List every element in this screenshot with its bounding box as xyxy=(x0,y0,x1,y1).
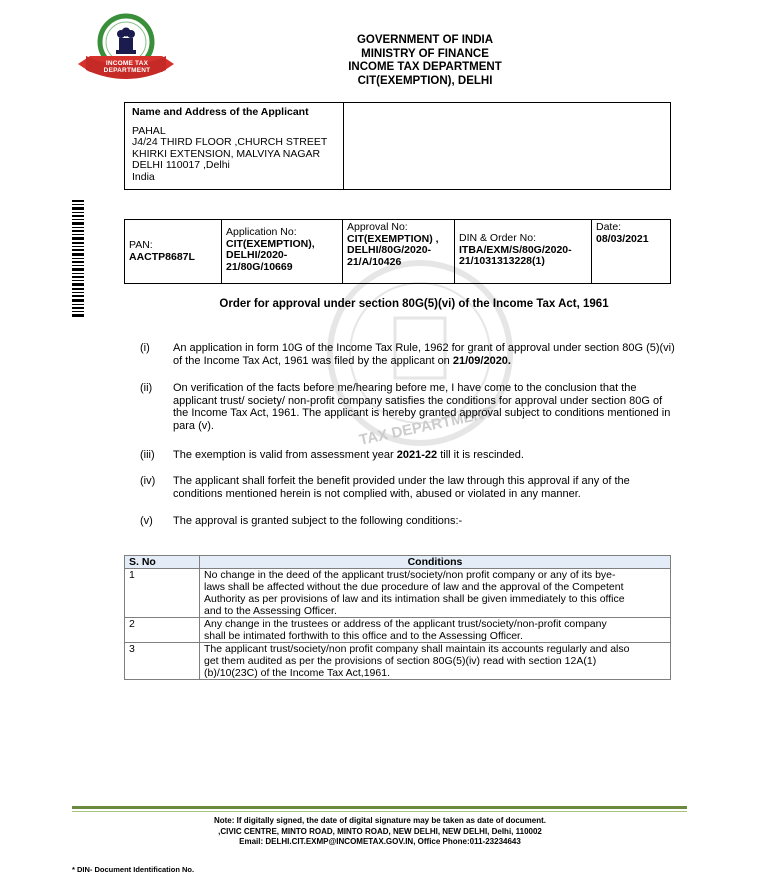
application-value: CIT(EXEMPTION), DELHI/2020-21/80G/10669 xyxy=(226,237,315,273)
paragraph-5-text: The approval is granted subject to the following conditions:- xyxy=(173,515,463,527)
watermark-text: TAX DEPARTMENT xyxy=(357,404,495,449)
condition-sno: 1 xyxy=(125,569,200,618)
header-ministry: MINISTRY OF FINANCE xyxy=(361,47,489,60)
column-header-sno: S. No xyxy=(125,556,200,569)
din-footnote: * DIN- Document Identification No. xyxy=(72,865,195,874)
table-row xyxy=(125,569,671,618)
paragraph-4 xyxy=(140,475,680,500)
header-government: GOVERNMENT OF INDIA xyxy=(356,34,494,46)
date-value: 08/03/2021 xyxy=(596,232,649,245)
applicant-address-1: J4/24 THIRD FLOOR ,CHURCH STREET xyxy=(132,136,328,148)
paragraph-3-text: The exemption is valid from assessment year xyxy=(173,449,397,461)
condition-text: No change in the deed of the applicant trust/society/non profit company or any of its bye-laws shall be affected without the due procedure of law and the approval of the Competent Authority as per provisions of law and its intimation shall be given immediately to this office and to the Assessing Officer. xyxy=(200,569,671,618)
paragraph-3-year: 2021-22 xyxy=(396,449,438,461)
footer-contact: Email: DELHI.CIT.EXMP@INCOMETAX.GOV.IN, Office Phone:011-23234643 xyxy=(239,837,521,846)
condition-text: The applicant trust/society/non profit company shall maintain its accounts regularly and also get them audited as per the provisions of section 80G(5)(iv) read with section 12A(1)(b)/10(23C) of the Income Tax Act,1961. xyxy=(200,643,671,680)
applicant-address-2: KHIRKI EXTENSION, MALVIYA NAGAR xyxy=(132,147,321,160)
paragraph-2-text: On verification of the facts before me/hearing before me, I have come to the conclusion that the applicant trust/ society/ non-profit company satisfies the conditions for approval under section 80G of the Income Tax Act, 1961. The applicant is hereby granted approval subject to conditions mentioned in para (v). xyxy=(173,382,671,432)
date-cell xyxy=(592,220,671,284)
footer-note: Note: If digitally signed, the date of digital signature may be taken as date of document. xyxy=(213,816,547,825)
paragraph-5 xyxy=(140,515,680,528)
paragraph-2 xyxy=(140,382,680,432)
footer xyxy=(120,816,640,848)
table-row xyxy=(125,618,671,643)
applicant-title: Name and Address of the Applicant xyxy=(132,106,309,118)
paragraph-4-number: (iv) xyxy=(140,475,156,487)
paragraph-1-number: (i) xyxy=(140,342,150,354)
applicant-details xyxy=(125,103,344,189)
approval-value: CIT(EXEMPTION) , DELHI/80G/2020-21/A/10426 xyxy=(347,232,439,268)
paragraph-1 xyxy=(140,342,680,367)
condition-text: Any change in the trustees or address of the applicant trust/society/non-profit company shall be intimated forthwith to this office and to the Assessing Officer. xyxy=(200,618,671,643)
approval-cell xyxy=(343,220,455,284)
logo-ribbon-text: INCOME TAX DEPARTMENT xyxy=(103,60,151,74)
paragraph-5-number: (v) xyxy=(140,515,153,527)
paragraph-3-number: (iii) xyxy=(140,449,155,461)
header-office: CIT(EXEMPTION), DELHI xyxy=(357,74,493,87)
application-cell xyxy=(222,220,343,284)
table-row xyxy=(125,643,671,680)
footer-divider-thin xyxy=(72,811,687,812)
din-cell xyxy=(455,220,592,284)
pan-cell xyxy=(125,220,222,284)
conditions-table xyxy=(124,555,671,680)
column-header-conditions: Conditions xyxy=(200,556,671,569)
paragraph-3-text-end: till it is rescinded. xyxy=(437,449,524,461)
applicant-country: India xyxy=(132,170,155,183)
date-label: Date: xyxy=(596,221,622,233)
footer-divider xyxy=(72,806,687,809)
document-header xyxy=(330,34,520,88)
paragraph-1-date: 21/09/2020. xyxy=(452,354,511,367)
header-department: INCOME TAX DEPARTMENT xyxy=(348,61,502,73)
pan-label: PAN: xyxy=(129,239,153,251)
footer-address: ,CIVIC CENTRE, MINTO ROAD, MINTO ROAD, NEW DELHI, NEW DELHI, Delhi, 110002 xyxy=(218,826,542,836)
din-value: ITBA/EXM/S/80G/2020-21/1031313228(1) xyxy=(459,243,572,267)
applicant-box xyxy=(124,102,671,190)
condition-sno: 2 xyxy=(125,618,200,643)
applicant-address-3: DELHI 110017 ,Delhi xyxy=(132,159,230,171)
paragraph-4-text: The applicant shall forfeit the benefit provided under the law through this approval if any of the conditions mentioned herein is not complied with, abused or violated in any manner. xyxy=(173,475,630,500)
income-tax-logo xyxy=(72,12,180,90)
application-label: Application No: xyxy=(226,226,297,238)
order-info-table xyxy=(124,219,671,284)
applicant-name: PAHAL xyxy=(132,124,166,137)
condition-sno: 3 xyxy=(125,643,200,680)
paragraph-1-text: An application in form 10G of the Income Tax Rule, 1962 for grant of approval under section 80G (5)(vi) of the Income Tax Act, 1961 was filed by the applicant on xyxy=(173,342,675,367)
din-label: DIN & Order No: xyxy=(459,232,537,244)
paragraph-3 xyxy=(140,449,680,462)
approval-label: Approval No: xyxy=(347,221,408,233)
paragraph-2-number: (ii) xyxy=(140,382,153,394)
applicant-blank-cell xyxy=(344,103,670,189)
order-title: Order for approval under section 80G(5)(vi) of the Income Tax Act, 1961 xyxy=(219,298,609,310)
pan-value: AACTP8687L xyxy=(129,250,195,263)
